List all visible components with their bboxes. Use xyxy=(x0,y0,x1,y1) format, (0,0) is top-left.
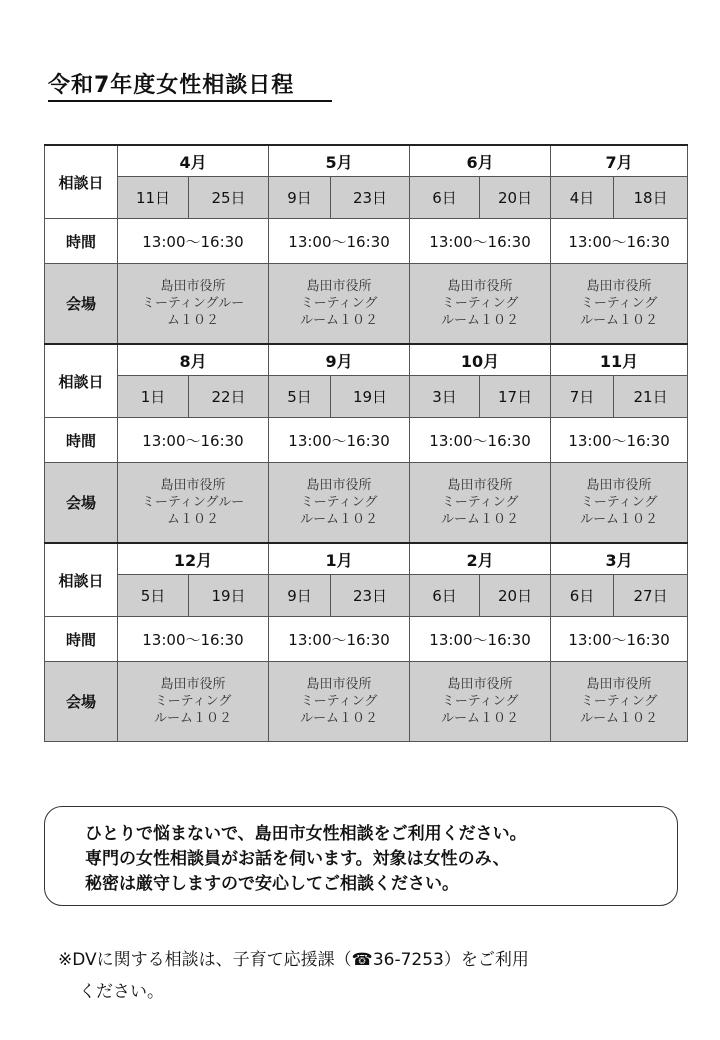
venue-cell xyxy=(118,463,269,544)
day-cell: 4日 xyxy=(551,177,614,219)
venue-cell xyxy=(269,662,410,742)
day-cell: 9日 xyxy=(269,575,331,617)
time-cell: 13:00〜16:30 xyxy=(410,219,551,264)
time-cell: 13:00〜16:30 xyxy=(551,219,688,264)
time-cell: 13:00〜16:30 xyxy=(410,418,551,463)
venue-line: 島田市役所 xyxy=(160,677,226,692)
venue-line: 島田市役所 xyxy=(447,478,513,493)
day-cell: 18日 xyxy=(614,177,688,219)
date-label: 相談日 xyxy=(45,543,118,617)
venue-line: ルーム１０２ xyxy=(580,512,659,527)
venue-line: ルーム１０２ xyxy=(154,711,233,726)
time-cell: 13:00〜16:30 xyxy=(410,617,551,662)
venue-line: 島田市役所 xyxy=(306,279,372,294)
venue-line: ミーティング xyxy=(441,495,519,510)
venue-label: 会場 xyxy=(45,662,118,742)
day-cell: 5日 xyxy=(269,376,331,418)
venue-line: 島田市役所 xyxy=(447,677,513,692)
venue-line: ルーム１０２ xyxy=(300,313,379,328)
day-cell: 11日 xyxy=(118,177,189,219)
notice-box xyxy=(44,806,678,906)
month-header: 4月 xyxy=(118,145,269,177)
venue-line: 島田市役所 xyxy=(306,478,372,493)
venue-line: 島田市役所 xyxy=(160,279,226,294)
venue-line: ルーム１０２ xyxy=(441,512,520,527)
month-header: 11月 xyxy=(551,344,688,376)
month-header: 2月 xyxy=(410,543,551,575)
venue-line: ルーム１０２ xyxy=(441,313,520,328)
venue-line: 島田市役所 xyxy=(586,478,652,493)
venue-cell xyxy=(551,264,688,345)
venue-label: 会場 xyxy=(45,264,118,345)
time-label: 時間 xyxy=(45,418,118,463)
venue-cell xyxy=(118,264,269,345)
notice-line: ひとりで悩まないで、島田市女性相談をご利用ください。 xyxy=(85,824,527,844)
venue-line: ミーティング xyxy=(580,296,658,311)
month-header: 7月 xyxy=(551,145,688,177)
date-label: 相談日 xyxy=(45,145,118,219)
venue-cell xyxy=(118,662,269,742)
venue-line: 島田市役所 xyxy=(447,279,513,294)
venue-cell xyxy=(269,264,410,345)
month-header: 3月 xyxy=(551,543,688,575)
month-header: 1月 xyxy=(269,543,410,575)
day-cell: 20日 xyxy=(480,575,551,617)
day-cell: 27日 xyxy=(614,575,688,617)
dv-footnote xyxy=(58,944,698,1008)
day-cell: 19日 xyxy=(331,376,410,418)
time-cell: 13:00〜16:30 xyxy=(118,617,269,662)
venue-line: ミーティング xyxy=(441,296,519,311)
day-cell: 22日 xyxy=(189,376,269,418)
day-cell: 23日 xyxy=(331,575,410,617)
venue-line: ミーティング xyxy=(441,694,519,709)
venue-line: ミーティング xyxy=(154,694,232,709)
day-cell: 6日 xyxy=(410,177,480,219)
month-header: 10月 xyxy=(410,344,551,376)
venue-line: ルーム１０２ xyxy=(441,711,520,726)
day-cell: 25日 xyxy=(189,177,269,219)
venue-line: ミーティング xyxy=(580,495,658,510)
venue-line: 島田市役所 xyxy=(586,677,652,692)
venue-line: ミーティングルー xyxy=(141,296,245,311)
day-cell: 21日 xyxy=(614,376,688,418)
month-header: 12月 xyxy=(118,543,269,575)
month-header: 8月 xyxy=(118,344,269,376)
venue-line: 島田市役所 xyxy=(306,677,372,692)
venue-cell xyxy=(551,662,688,742)
day-cell: 3日 xyxy=(410,376,480,418)
schedule-table xyxy=(44,144,688,742)
time-label: 時間 xyxy=(45,617,118,662)
page-title: 令和7年度女性相談日程 xyxy=(48,72,332,102)
month-header: 9月 xyxy=(269,344,410,376)
time-cell: 13:00〜16:30 xyxy=(551,418,688,463)
time-cell: 13:00〜16:30 xyxy=(269,617,410,662)
notice-line: 専門の女性相談員がお話を伺います。対象は女性のみ、 xyxy=(85,849,510,869)
venue-cell xyxy=(410,264,551,345)
time-cell: 13:00〜16:30 xyxy=(551,617,688,662)
venue-label: 会場 xyxy=(45,463,118,544)
venue-cell xyxy=(551,463,688,544)
day-cell: 19日 xyxy=(189,575,269,617)
date-label: 相談日 xyxy=(45,344,118,418)
venue-cell xyxy=(269,463,410,544)
day-cell: 1日 xyxy=(118,376,189,418)
time-cell: 13:00〜16:30 xyxy=(269,219,410,264)
venue-line: ミーティングルー xyxy=(141,495,245,510)
venue-line: ム１０２ xyxy=(167,313,220,328)
day-cell: 6日 xyxy=(410,575,480,617)
day-cell: 6日 xyxy=(551,575,614,617)
notice-line: 秘密は厳守しますので安心してご相談ください。 xyxy=(85,874,459,894)
day-cell: 9日 xyxy=(269,177,331,219)
venue-line: ミーティング xyxy=(300,694,378,709)
month-header: 6月 xyxy=(410,145,551,177)
time-cell: 13:00〜16:30 xyxy=(269,418,410,463)
venue-line: ミーティング xyxy=(300,296,378,311)
day-cell: 5日 xyxy=(118,575,189,617)
venue-cell xyxy=(410,662,551,742)
venue-line: ルーム１０２ xyxy=(580,711,659,726)
time-cell: 13:00〜16:30 xyxy=(118,219,269,264)
footnote-line: ※DVに関する相談は、子育て応援課（☎36-7253）をご利用 xyxy=(58,950,529,970)
venue-line: 島田市役所 xyxy=(160,478,226,493)
venue-line: ム１０２ xyxy=(167,512,220,527)
day-cell: 20日 xyxy=(480,177,551,219)
venue-line: ミーティング xyxy=(580,694,658,709)
venue-line: 島田市役所 xyxy=(586,279,652,294)
venue-cell xyxy=(410,463,551,544)
venue-line: ルーム１０２ xyxy=(300,711,379,726)
day-cell: 7日 xyxy=(551,376,614,418)
time-label: 時間 xyxy=(45,219,118,264)
day-cell: 23日 xyxy=(331,177,410,219)
footnote-line: ください。 xyxy=(79,982,164,1002)
month-header: 5月 xyxy=(269,145,410,177)
time-cell: 13:00〜16:30 xyxy=(118,418,269,463)
venue-line: ミーティング xyxy=(300,495,378,510)
venue-line: ルーム１０２ xyxy=(300,512,379,527)
day-cell: 17日 xyxy=(480,376,551,418)
venue-line: ルーム１０２ xyxy=(580,313,659,328)
